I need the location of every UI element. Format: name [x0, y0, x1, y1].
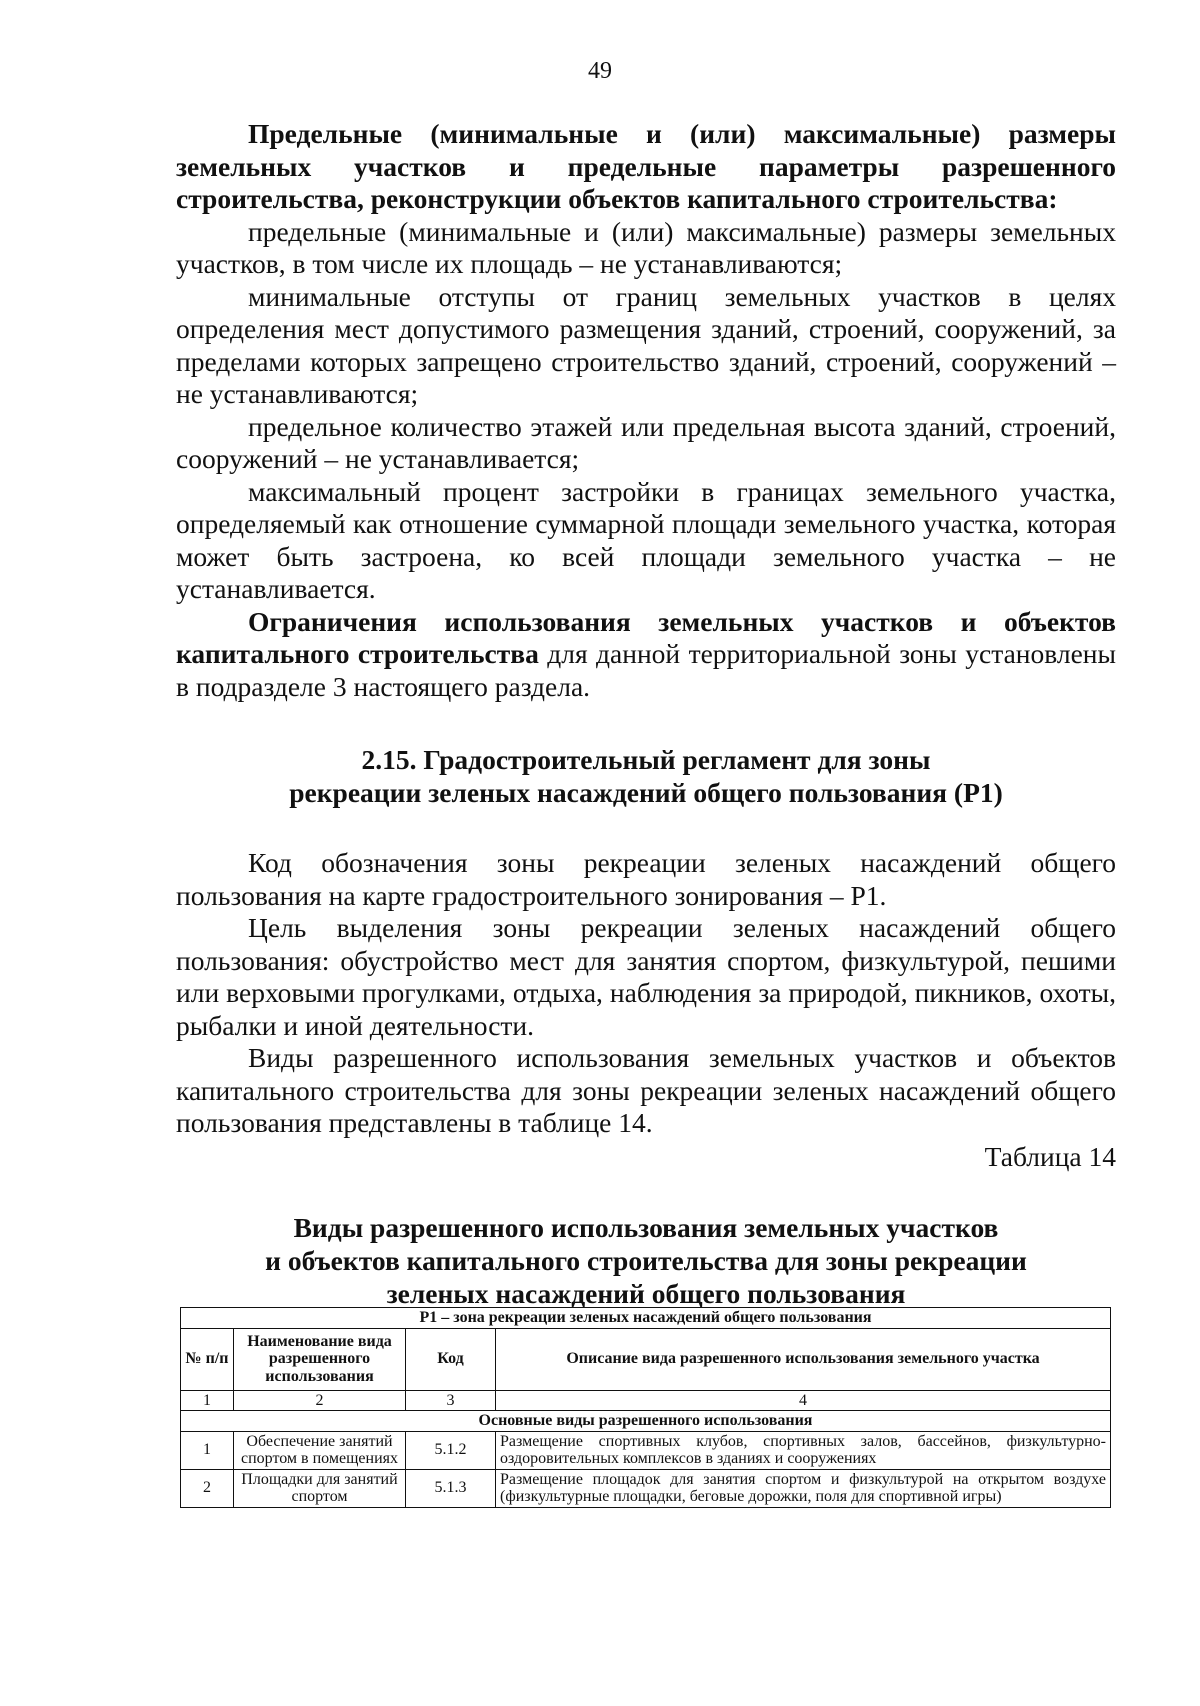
row-number: 2 — [181, 1469, 234, 1507]
document-body — [176, 118, 1116, 1310]
section-title-line: 2.15. Градостроительный регламент для зоны — [361, 744, 931, 775]
col-header-name: Наименование вида разрешенного использования — [234, 1328, 406, 1390]
row-number: 1 — [181, 1431, 234, 1469]
zone-purpose-paragraph: Цель выделения зоны рекреации зеленых насаждений общего пользования: обустройство мест для занятия спортом, физкультурой, пешими или верховыми прогулками, отдыха, наблюдения за природой, пикников, охоты, рыбалки и иной деятельности. — [176, 912, 1116, 1041]
column-header-row — [181, 1328, 1111, 1390]
restrictions-rest: для данной территориальной зоны установлены в подразделе 3 настоящего раздела. — [176, 638, 1116, 702]
row-description: Размещение площадок для занятия спортом и физкультурой на открытом воздухе (физкультурные площадки, беговые дорожки, поля для спортивной игры) — [496, 1469, 1111, 1507]
column-number-row — [181, 1390, 1111, 1411]
limit-item: предельные (минимальные и (или) максимальные) размеры земельных участков, в том числе их площадь – не устанавливаются; — [176, 215, 1116, 279]
row-name: Обеспечение занятий спортом в помещениях — [234, 1431, 406, 1469]
section-title-line: рекреации зеленых насаждений общего пользования (Р1) — [289, 777, 1003, 808]
table-row — [181, 1469, 1111, 1507]
table-title-line: и объектов капитального строительства для зоны рекреации — [265, 1244, 1027, 1276]
row-description: Размещение спортивных клубов, спортивных залов, бассейнов, физкультурно-оздоровительных комплексов в зданиях и сооружениях — [496, 1431, 1111, 1469]
limit-item: максимальный процент застройки в границах земельного участка, определяемый как отношение суммарной площади земельного участка, которая может быть застроена, ко всей площади земельного участка – не устанавливается. — [176, 475, 1116, 604]
row-code: 5.1.2 — [406, 1431, 496, 1469]
col-header-code: Код — [406, 1328, 496, 1390]
col-number: 4 — [496, 1390, 1111, 1411]
col-number: 2 — [234, 1390, 406, 1411]
col-header-description: Описание вида разрешенного использования земельного участка — [496, 1328, 1111, 1390]
limits-heading: Предельные (минимальные и (или) максимальные) размеры земельных участков и предельные параметры разрешенного строительства, реконструкции объектов капитального строительства: — [176, 118, 1116, 214]
table-label: Таблица 14 — [984, 1140, 1116, 1172]
table-title-line: зеленых насаждений общего пользования — [386, 1277, 906, 1309]
zone-code-paragraph: Код обозначения зоны рекреации зеленых насаждений общего пользования на карте градостроительного зонирования – Р1. — [176, 847, 1116, 911]
row-code: 5.1.3 — [406, 1469, 496, 1507]
col-number: 3 — [406, 1390, 496, 1411]
page-number: 49 — [588, 58, 612, 84]
restrictions-paragraph — [176, 606, 1116, 704]
zone-header-cell: Р1 – зона рекреации зеленых насаждений общего пользования — [181, 1308, 1111, 1329]
limit-item: предельное количество этажей или предельная высота зданий, строений, сооружений – не устанавливается; — [176, 410, 1116, 474]
table-row — [181, 1431, 1111, 1469]
col-number: 1 — [181, 1390, 234, 1411]
group-header-cell: Основные виды разрешенного использования — [181, 1411, 1111, 1432]
table-title-line: Виды разрешенного использования земельных участков — [293, 1211, 999, 1243]
col-header-number: № п/п — [181, 1328, 234, 1390]
restrictions-bold: Ограничения использования земельных участков и объектов капитального строительства — [176, 605, 1116, 669]
row-name: Площадки для занятий спортом — [234, 1469, 406, 1507]
table-title — [176, 1211, 1116, 1310]
zone-uses-paragraph: Виды разрешенного использования земельных участков и объектов капитального строительства для зоны рекреации зеленых насаждений общего пользования представлены в таблице 14. — [176, 1042, 1116, 1138]
section-title — [176, 743, 1116, 809]
zone-header-row — [181, 1308, 1111, 1329]
group-header-row — [181, 1411, 1111, 1432]
permitted-uses-table — [180, 1307, 1111, 1508]
limit-item: минимальные отступы от границ земельных участков в целях определения мест допустимого размещения зданий, строений, сооружений, за пределами которых запрещено строительство зданий, строений, сооружений – не устанавливаются; — [176, 280, 1116, 409]
